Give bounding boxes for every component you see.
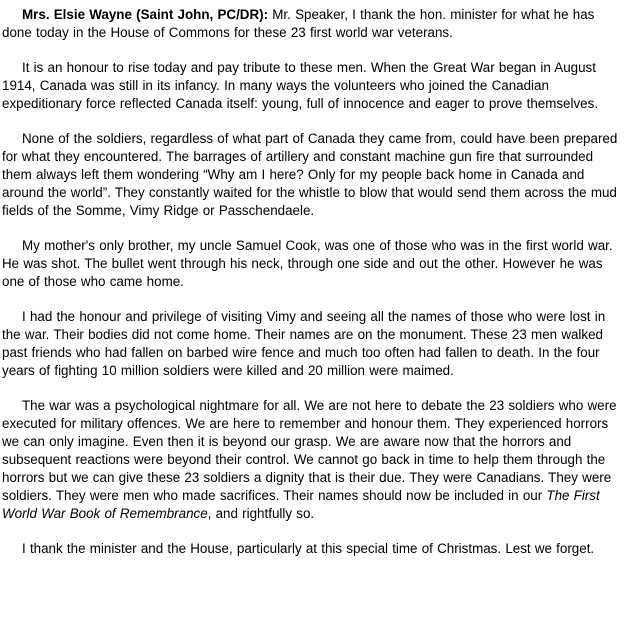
speech-paragraph bbox=[2, 308, 625, 380]
paragraph-text: None of the soldiers, regardless of what part of Canada they came from, could have been prepared for what they encountered. The barrages of artillery and constant machine gun fire that surrounded them always left them wondering “Why am I here? Only for my people back home in Canada and around the world”. They constantly waited for the whistle to blow that would send them across the mud fields of the Somme, Vimy Ridge or Passchendaele. bbox=[2, 131, 618, 218]
speaker-name: Mrs. Elsie Wayne (Saint John, PC/DR): bbox=[22, 7, 269, 22]
speech-paragraph bbox=[2, 59, 625, 113]
paragraph-text: The war was a psychological nightmare for all. We are not here to debate the 23 soldiers who were executed for military offences. We are here to remember and honour them. They experienced horrors we can only imagine. Even then it is beyond our grasp. We are aware now that the horrors and subsequent reactions were beyond their control. We cannot go back in time to help them through the horrors but we can give these 23 soldiers a dignity that is their due. They were Canadians. They were soldiers. They were men who made sacrifices. Their names should now be included in our bbox=[2, 398, 617, 503]
paragraph-text: My mother's only brother, my uncle Samuel Cook, was one of those who was in the first world war. He was shot. The bullet went through his neck, through one side and out the other. However he was one of those who came home. bbox=[2, 238, 613, 289]
speech-paragraph bbox=[2, 237, 625, 291]
paragraph-text: Mr. Speaker, I thank the hon. minister for what he has done today in the House of Commons for these 23 first world war veterans. bbox=[2, 7, 595, 40]
speech-paragraph bbox=[2, 6, 625, 42]
book-title: The First World War Book of Remembrance bbox=[2, 488, 600, 521]
paragraph-text: I had the honour and privilege of visiting Vimy and seeing all the names of those who were lost in the war. Their bodies did not come home. Their names are on the monument. These 23 men walked past friends who had fallen on barbed wire fence and much too often had fallen to death. In the four years of fighting 10 million soldiers were killed and 20 million were maimed. bbox=[2, 309, 606, 378]
paragraph-text: I thank the minister and the House, particularly at this special time of Christmas. Lest we forget. bbox=[22, 541, 595, 556]
speech-paragraph bbox=[2, 130, 625, 220]
paragraph-text: It is an honour to rise today and pay tribute to these men. When the Great War began in August 1914, Canada was still in its infancy. In many ways the volunteers who joined the Canadian expeditionary force reflected Canada itself: young, full of innocence and eager to prove themselves. bbox=[2, 60, 599, 111]
paragraph-text: , and rightfully so. bbox=[207, 506, 315, 521]
speech-paragraph bbox=[2, 540, 625, 558]
speech-paragraph bbox=[2, 397, 625, 523]
